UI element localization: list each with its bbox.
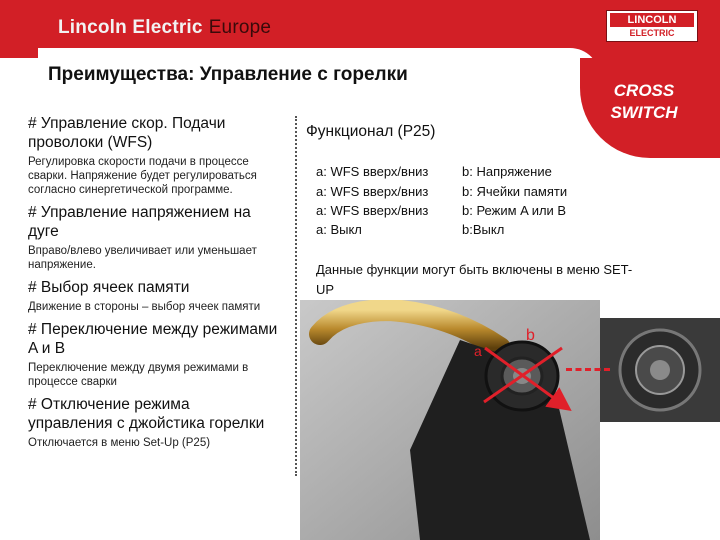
feature-heading: # Управление напряжением на дуге bbox=[28, 204, 251, 240]
feature-heading: # Выбор ячеек памяти bbox=[28, 279, 190, 296]
feature-heading: # Отключение режима управления с джойстика горелки bbox=[28, 396, 265, 432]
column-divider bbox=[295, 116, 298, 476]
logo-line1: LINCOLN bbox=[610, 13, 694, 27]
torch-photo bbox=[300, 300, 600, 540]
brand-title: Lincoln Electric Europe bbox=[58, 17, 272, 38]
feature-desc: Вправо/влево увеличивает или уменьшает напряжение. bbox=[28, 245, 257, 271]
feature-desc: Движение в стороны – выбор ячеек памяти bbox=[28, 301, 261, 313]
label-a: a bbox=[474, 343, 482, 359]
function-row: a: WFS вверх/вниз b: Напряжение bbox=[316, 164, 552, 179]
feature-desc: Переключение между двумя режимами в процессе сварки bbox=[28, 362, 249, 388]
function-row: a: WFS вверх/вниз b: Ячейки памяти bbox=[316, 184, 568, 199]
cross-switch-label: CROSS SWITCH bbox=[610, 81, 678, 122]
switch-closeup-photo bbox=[600, 318, 720, 422]
function-row: a: WFS вверх/вниз b: Режим A или B bbox=[316, 203, 567, 218]
title-panel bbox=[38, 48, 600, 100]
function-row: a: Выкл b:Выкл bbox=[316, 222, 505, 237]
setup-note: Данные функции могут быть включены в меню SET-UP bbox=[316, 262, 633, 297]
feature-desc: Регулировка скорости подачи в процессе сварки. Напряжение будет регулироваться согласно синергетической программе. bbox=[28, 156, 257, 196]
logo-line2: ELECTRIC bbox=[629, 28, 675, 38]
feature-heading: # Переключение между режимами A и B bbox=[28, 321, 278, 357]
brand-region: Europe bbox=[208, 17, 272, 38]
page-title: Преимущества: Управление с горелки bbox=[48, 64, 408, 85]
feature-heading: # Управление скор. Подачи проволоки (WFS) bbox=[28, 115, 226, 151]
functional-title: Функционал (P25) bbox=[306, 123, 436, 140]
dashed-arrow bbox=[566, 368, 610, 371]
feature-list bbox=[28, 114, 278, 456]
lincoln-logo bbox=[606, 10, 698, 42]
feature-desc: Отключается в меню Set-Up (P25) bbox=[28, 437, 211, 449]
label-b: b bbox=[526, 327, 535, 344]
